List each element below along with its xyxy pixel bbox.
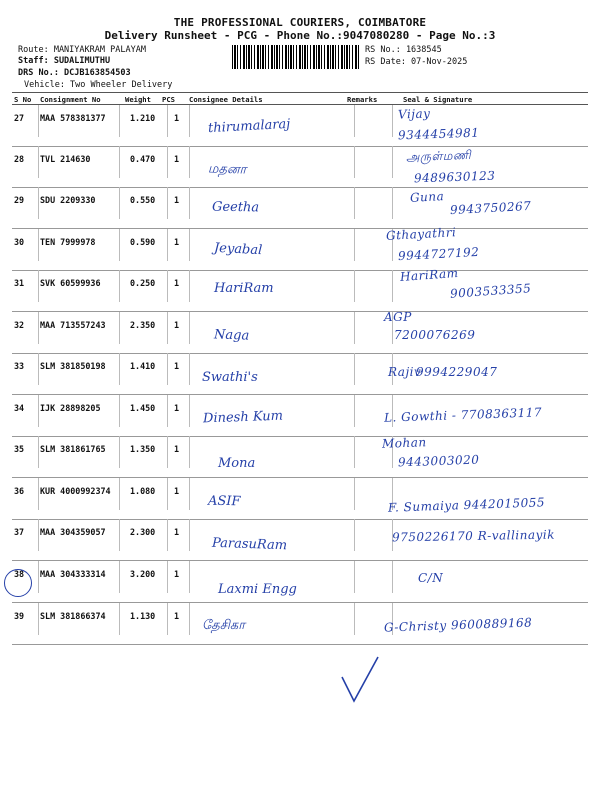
consignee-handwriting: மதனா	[207, 161, 247, 178]
column-divider	[38, 561, 39, 593]
row-sno: 28	[14, 154, 25, 164]
column-divider	[354, 478, 355, 510]
row-consignment-no: MAA 304359057	[40, 527, 106, 537]
header-rule-top	[12, 92, 588, 93]
row-pcs: 1	[174, 569, 180, 579]
row-weight: 0.250	[130, 278, 156, 288]
column-divider	[119, 436, 120, 468]
row-consignment-no: SVK 60599936	[40, 278, 101, 288]
col-sno: S No	[14, 95, 32, 104]
consignee-handwriting: Geetha	[211, 199, 260, 216]
seal-signature-handwriting: Guna	[409, 189, 445, 205]
column-divider	[189, 603, 190, 635]
row-weight: 1.130	[130, 611, 156, 621]
column-divider	[167, 187, 168, 219]
column-divider	[354, 146, 355, 178]
column-divider	[167, 146, 168, 178]
row-sno: 29	[14, 195, 25, 205]
row-weight: 3.200	[130, 569, 156, 579]
row-sno: 30	[14, 237, 25, 247]
row-weight: 1.210	[130, 113, 156, 123]
column-divider	[189, 353, 190, 385]
consignee-handwriting: ASIF	[207, 493, 241, 510]
column-divider	[119, 478, 120, 510]
column-divider	[38, 105, 39, 137]
rs-no-label: RS No.: 1638545	[365, 45, 442, 55]
column-divider	[38, 187, 39, 219]
seal-signature-handwriting: 9750226170 R-vallinayik	[391, 527, 556, 545]
table-row	[12, 225, 588, 271]
seal-phone-handwriting: 9943750267	[449, 198, 532, 218]
row-sno: 39	[14, 611, 25, 621]
seal-phone-handwriting: 9489630123	[413, 168, 496, 186]
tick-mark-icon	[340, 655, 380, 705]
column-divider	[167, 353, 168, 385]
seal-signature-handwriting: Mohan	[381, 435, 427, 451]
column-divider	[167, 229, 168, 261]
row-sno: 37	[14, 527, 25, 537]
consignee-handwriting: Jeyabal	[213, 240, 263, 259]
column-divider	[38, 229, 39, 261]
consignee-handwriting: Naga	[213, 327, 250, 344]
seal-phone-handwriting: 9344454981	[397, 125, 480, 143]
column-divider	[38, 312, 39, 344]
column-divider	[167, 478, 168, 510]
row-pcs: 1	[174, 195, 180, 205]
row-sno: 33	[14, 361, 25, 371]
row-weight: 1.410	[130, 361, 156, 371]
row-pcs: 1	[174, 444, 180, 454]
row-pcs: 1	[174, 361, 180, 371]
column-divider	[354, 519, 355, 551]
row-consignment-no: MAA 304333314	[40, 569, 106, 579]
column-divider	[167, 561, 168, 593]
column-divider	[189, 270, 190, 302]
column-divider	[119, 270, 120, 302]
consignee-handwriting: Laxmi Engg	[218, 582, 297, 597]
table-row	[12, 146, 588, 188]
seal-signature-handwriting: C/N	[418, 571, 444, 585]
column-divider	[189, 478, 190, 510]
drs-label: DRS No.: DCJB163854503	[18, 68, 131, 78]
table-row	[12, 105, 588, 147]
col-weight: Weight	[125, 95, 151, 104]
column-divider	[119, 229, 120, 261]
column-divider	[354, 270, 355, 302]
seal-phone-handwriting: 7200076269	[394, 328, 476, 342]
barcode-image	[232, 45, 360, 69]
row-pcs: 1	[174, 486, 180, 496]
table-row	[12, 265, 588, 312]
column-divider	[119, 312, 120, 344]
column-divider	[189, 561, 190, 593]
runsheet-subtitle: Delivery Runsheet - PCG - Phone No.:9047080280 - Page No.:3	[104, 29, 496, 42]
staff-label: Staff: SUDALIMUTHU	[18, 56, 111, 66]
column-divider	[119, 561, 120, 593]
column-divider	[392, 561, 393, 593]
column-divider	[167, 603, 168, 635]
row-pcs: 1	[174, 154, 180, 164]
column-divider	[189, 312, 190, 344]
column-divider	[354, 603, 355, 635]
col-remarks: Remarks	[347, 95, 378, 104]
row-weight: 0.590	[130, 237, 156, 247]
column-divider	[354, 187, 355, 219]
row-pcs: 1	[174, 278, 180, 288]
column-divider	[392, 105, 393, 137]
column-divider	[167, 105, 168, 137]
column-divider	[167, 395, 168, 427]
seal-phone-handwriting: 9944727192	[397, 244, 480, 264]
table-row	[12, 519, 588, 561]
seal-signature-handwriting: L. Gowthi - 7708363117	[383, 405, 543, 425]
column-divider	[119, 519, 120, 551]
column-divider	[189, 105, 190, 137]
seal-signature-handwriting: Gthayathri	[385, 225, 457, 243]
column-divider	[38, 270, 39, 302]
column-divider	[167, 436, 168, 468]
column-divider	[38, 478, 39, 510]
seal-phone-handwriting: 9443003020	[397, 452, 480, 470]
col-consignee: Consignee Details	[189, 95, 263, 104]
row-consignment-no: MAA 713557243	[40, 320, 106, 330]
consignee-handwriting: HariRam	[214, 281, 274, 296]
row-sno: 36	[14, 486, 25, 496]
consignee-handwriting: Dinesh Kum	[202, 408, 284, 427]
table-row	[12, 312, 588, 354]
row-38-circle-mark	[4, 569, 32, 597]
row-sno: 27	[14, 113, 25, 123]
column-divider	[354, 105, 355, 137]
column-divider	[354, 229, 355, 261]
col-pcs: PCS	[162, 95, 175, 104]
table-row	[12, 478, 588, 520]
table-row	[12, 187, 588, 229]
column-divider	[392, 270, 393, 302]
seal-signature-handwriting: Rajiv	[388, 365, 422, 379]
column-divider	[119, 146, 120, 178]
row-consignment-no: SLM 381861765	[40, 444, 106, 454]
row-sno: 32	[14, 320, 25, 330]
seal-signature-handwriting: G-Christy 9600889168	[383, 615, 533, 635]
seal-signature-handwriting: AGP	[384, 310, 412, 324]
row-weight: 0.550	[130, 195, 156, 205]
row-pcs: 1	[174, 320, 180, 330]
consignee-handwriting: Mona	[218, 456, 256, 471]
column-divider	[354, 312, 355, 344]
rs-date-label: RS Date: 07-Nov-2025	[365, 57, 468, 67]
row-consignment-no: SLM 381866374	[40, 611, 106, 621]
row-consignment-no: TVL 214630	[40, 154, 91, 164]
vehicle-label: Vehicle: Two Wheeler Delivery	[24, 80, 173, 90]
seal-phone-handwriting: 9003533355	[449, 281, 532, 301]
column-divider	[38, 603, 39, 635]
column-divider	[119, 353, 120, 385]
row-sno: 34	[14, 403, 25, 413]
column-divider	[38, 146, 39, 178]
row-sno: 35	[14, 444, 25, 454]
column-divider	[167, 270, 168, 302]
consignee-handwriting: Swathi's	[202, 370, 258, 385]
column-divider	[38, 436, 39, 468]
consignee-handwriting: ParasuRam	[211, 535, 288, 554]
row-weight: 1.080	[130, 486, 156, 496]
table-row	[12, 603, 588, 645]
row-pcs: 1	[174, 527, 180, 537]
row-consignment-no: KUR 4000992374	[40, 486, 111, 496]
table-row	[12, 436, 588, 478]
consignee-handwriting: thirumalaraj	[207, 116, 291, 137]
row-weight: 1.450	[130, 403, 156, 413]
column-divider	[38, 519, 39, 551]
column-divider	[189, 229, 190, 261]
column-divider	[189, 146, 190, 178]
row-weight: 0.470	[130, 154, 156, 164]
table-row	[12, 353, 588, 395]
seal-phone-handwriting: 9994229047	[416, 365, 498, 379]
column-divider	[119, 395, 120, 427]
row-consignment-no: IJK 28898205	[40, 403, 101, 413]
column-divider	[119, 187, 120, 219]
row-weight: 2.300	[130, 527, 156, 537]
row-consignment-no: SLM 381850198	[40, 361, 106, 371]
row-pcs: 1	[174, 237, 180, 247]
row-consignment-no: TEN 7999978	[40, 237, 96, 247]
column-divider	[354, 436, 355, 468]
row-pcs: 1	[174, 113, 180, 123]
row-consignment-no: SDU 2209330	[40, 195, 96, 205]
seal-signature-handwriting: F. Sumaiya 9442015055	[387, 495, 546, 515]
column-divider	[392, 187, 393, 219]
row-pcs: 1	[174, 403, 180, 413]
column-divider	[354, 353, 355, 385]
row-weight: 2.350	[130, 320, 156, 330]
col-consignment: Consignment No	[40, 95, 101, 104]
page-title: THE PROFESSIONAL COURIERS, COIMBATORE	[173, 16, 427, 29]
route-label: Route: MANIYAKRAM PALAYAM	[18, 45, 146, 55]
column-divider	[38, 353, 39, 385]
consignee-handwriting: தேசிகா	[202, 618, 245, 633]
column-divider	[189, 187, 190, 219]
column-divider	[189, 436, 190, 468]
table-row	[12, 561, 588, 603]
row-weight: 1.350	[130, 444, 156, 454]
column-divider	[354, 395, 355, 427]
column-divider	[189, 519, 190, 551]
seal-signature-handwriting: HariRam	[399, 265, 459, 285]
row-consignment-no: MAA 578381377	[40, 113, 106, 123]
column-divider	[167, 312, 168, 344]
row-pcs: 1	[174, 611, 180, 621]
table-row	[12, 395, 588, 437]
column-divider	[189, 395, 190, 427]
column-divider	[167, 519, 168, 551]
column-divider	[354, 561, 355, 593]
column-divider	[392, 146, 393, 178]
seal-signature-handwriting: Vijay	[397, 106, 431, 122]
seal-signature-handwriting: அருள்மணி	[405, 147, 472, 165]
column-divider	[38, 395, 39, 427]
row-sno: 38	[14, 569, 25, 579]
column-divider	[119, 105, 120, 137]
col-seal: Seal & Signature	[403, 95, 473, 104]
row-sno: 31	[14, 278, 25, 288]
column-divider	[119, 603, 120, 635]
